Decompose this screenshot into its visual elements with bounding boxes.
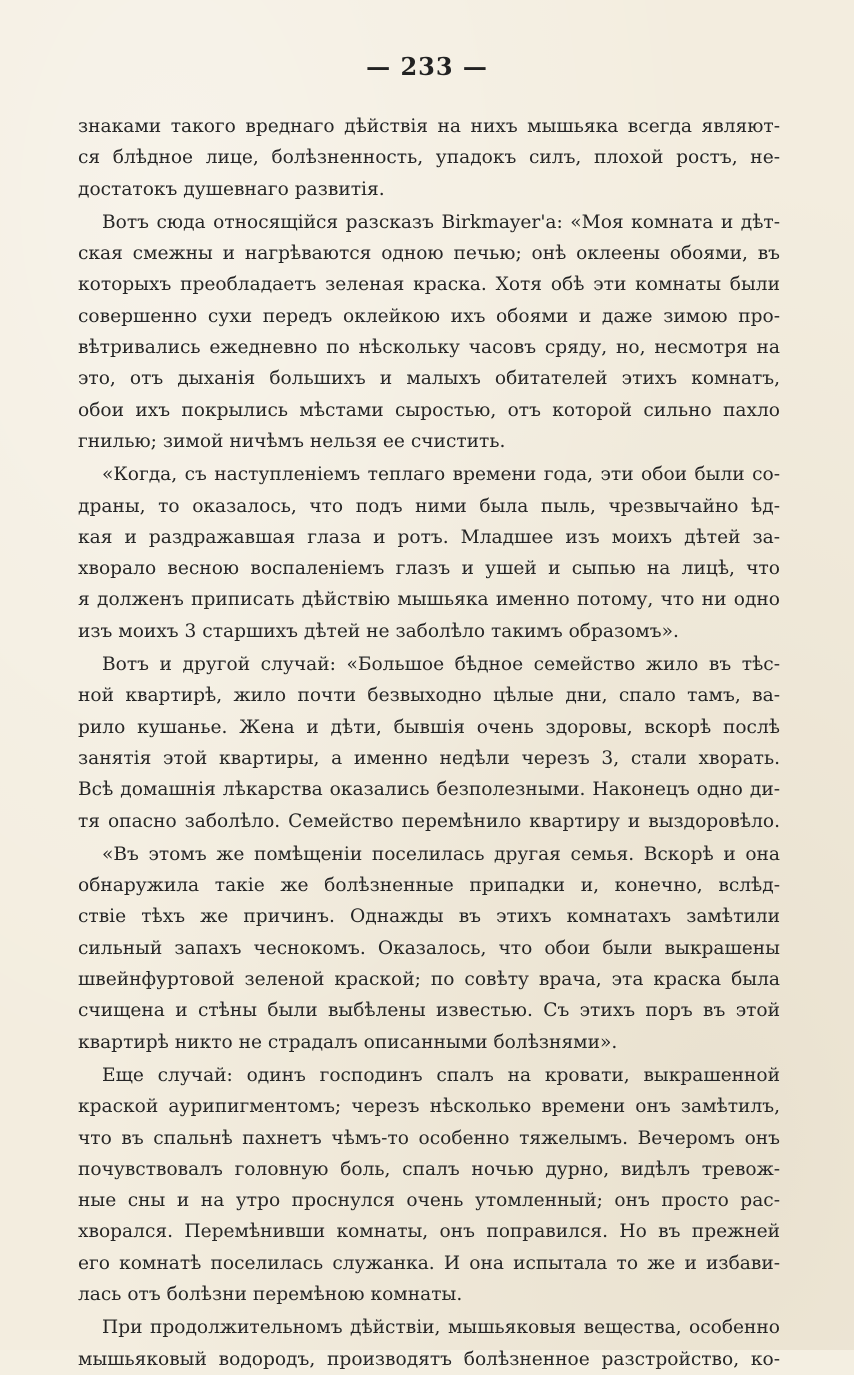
text-line: При продолжительномъ дѣйствіи, мышьяковыя вещества, особенно [102,1317,780,1339]
text-line: обнаружила такіе же болѣзненные припадки и, конечно, вслѣд- [78,875,780,897]
text-line: изъ моихъ 3 старшихъ дѣтей не заболѣло такимъ образомъ». [78,620,679,642]
text-line: обои ихъ покрылись мѣстами сыростью, отъ которой сильно пахло [78,399,780,421]
text-line: Еще случай: одинъ господинъ спалъ на кровати, выкрашенной [102,1064,780,1086]
text-line: вѣтривались ежедневно по нѣскольку часовъ сряду, но, несмотря на [78,337,780,359]
text-line: «Въ этомъ же помѣщеніи поселилась другая семья. Вскорѣ и она [102,843,780,865]
text-line: Вотъ сюда относящійся разсказъ Birkmayer'а: «Моя комната и дѣт- [102,211,780,233]
text-line: это, отъ дыханія большихъ и малыхъ обитателей этихъ комнатъ, [78,368,780,390]
text-line: драны, то оказалось, что подъ ними была пыль, чрезвычайно ѣд- [78,495,780,517]
text-line: тя опасно заболѣло. Семейство перемѣнило квартиру и выздоровѣло. [78,810,780,832]
text-line: гнилью; зимой ничѣмъ нельзя ее счистить. [78,430,506,452]
text-line: совершенно сухи передъ оклейкою ихъ обоями и даже зимою про- [78,305,780,327]
text-line: знаками такого вреднаго дѣйствія на нихъ мышьяка всегда являют- [78,116,780,137]
text-line: хворало весною воспаленіемъ глазъ и ушей и сыпью на лицѣ, что [78,558,780,580]
text-line: ствіе тѣхъ же причинъ. Однажды въ этихъ комнатахъ замѣтили [78,906,780,928]
text-line: что въ спальнѣ пахнетъ чѣмъ-то особенно тяжелымъ. Вечеромъ онъ [78,1127,780,1149]
text-line: счищена и стѣны были выбѣлены известью. Съ этихъ поръ въ этой [78,1000,780,1022]
page-number: — 233 — [366,52,488,81]
text-line: достатокъ душевнаго развитія. [78,178,385,200]
text-line: рило кушанье. Жена и дѣти, бывшія очень здоровы, вскорѣ послѣ [78,716,780,738]
text-line: сильный запахъ чеснокомъ. Оказалось, что обои были выкрашены [78,937,780,959]
text-line: лась отъ болѣзни перемѣною комнаты. [78,1283,463,1305]
text-line: ская смежны и нагрѣваются одною печью; онѣ оклеены обоями, въ [78,243,780,265]
text-line: ные сны и на утро проснулся очень утомленный; онъ просто рас- [78,1190,780,1212]
text-line: краской аурипигментомъ; черезъ нѣсколько времени онъ замѣтилъ, [78,1096,780,1118]
text-line: швейнфуртовой зеленой краской; по совѣту врача, эта краска была [78,969,780,991]
text-line: которыхъ преобладаетъ зеленая краска. Хотя обѣ эти комнаты были [78,274,780,296]
body-text [78,111,780,1375]
text-line: хворался. Перемѣнивши комнаты, онъ поправился. Но въ прежней [78,1221,780,1243]
text-line: Всѣ домашнія лѣкарства оказались безполезными. Наконецъ одно ди- [78,779,780,801]
text-line: почувствовалъ головную боль, спалъ ночью дурно, видѣлъ тревож- [78,1158,780,1180]
text-line: кая и раздражавшая глаза и ротъ. Младшее изъ моихъ дѣтей за- [78,526,780,548]
text-line: занятія этой квартиры, а именно недѣли черезъ 3, стали хворать. [78,747,780,769]
text-line: квартирѣ никто не страдалъ описанными болѣзнями». [78,1031,618,1053]
text-line: «Когда, съ наступленіемъ теплаго времени года, эти обои были со- [102,464,780,486]
text-line: Вотъ и другой случай: «Большое бѣдное семейство жило въ тѣс- [102,654,780,676]
text-line: ной квартирѣ, жило почти безвыходно цѣлые дни, спало тамъ, ва- [78,685,780,707]
text-line: мышьяковый водородъ, производятъ болѣзненное разстройство, ко- [78,1348,780,1370]
text-line: его комнатѣ поселилась служанка. И она испытала то же и избави- [78,1252,780,1274]
text-line: я долженъ приписать дѣйствію мышьяка именно потому, что ни одно [78,589,780,611]
text-line: ся блѣдное лице, болѣзненность, упадокъ силъ, плохой ростъ, не- [78,147,780,169]
